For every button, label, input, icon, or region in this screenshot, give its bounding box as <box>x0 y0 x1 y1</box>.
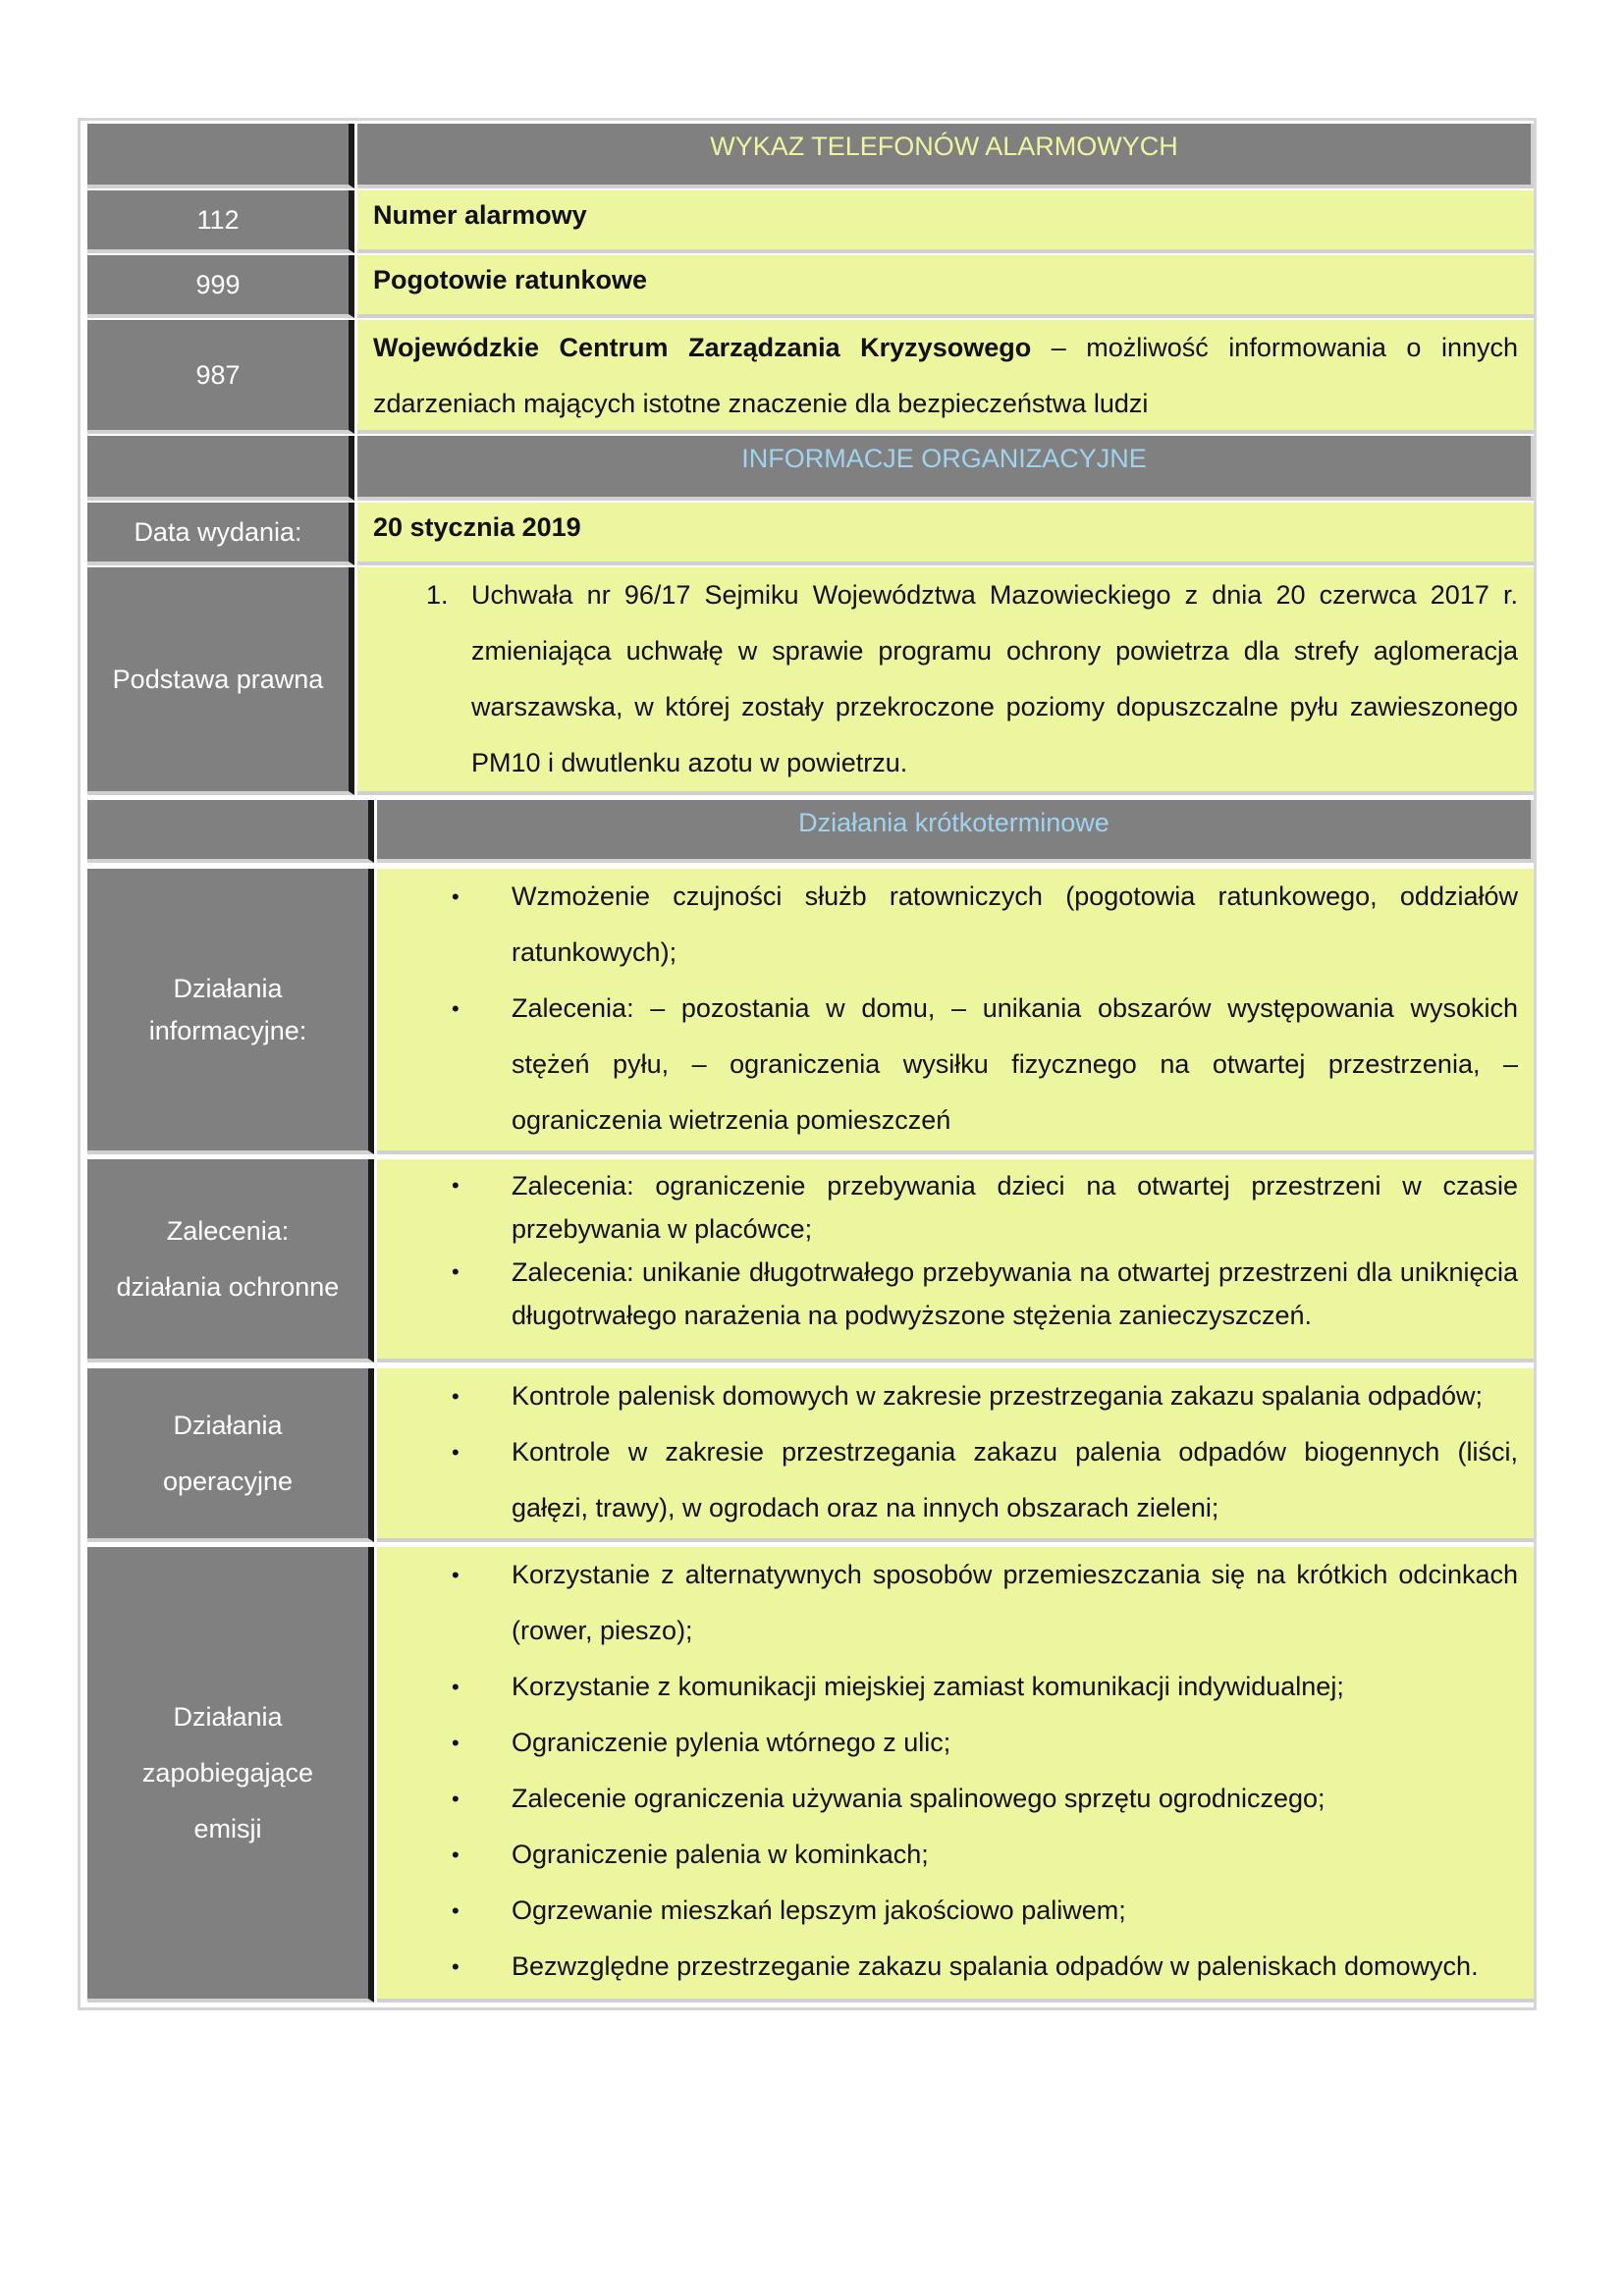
phone-name-987 <box>357 320 1534 434</box>
operational-actions-label <box>87 1368 374 1542</box>
bullet-icon: • <box>452 1173 460 1198</box>
operational-actions-content <box>377 1368 1534 1542</box>
date-value-text: 20 stycznia 2019 <box>373 512 581 542</box>
list-item <box>393 1883 1518 1939</box>
list-item <box>393 1659 1518 1715</box>
title-row-blank-cell <box>87 124 354 188</box>
list-item-text: Ogrzewanie mieszkań lepszym jakościowo paliwem; <box>512 1896 1126 1925</box>
bullet-icon: • <box>452 1563 460 1587</box>
phone-name-987-paragraph <box>373 320 1518 432</box>
actions-header-blank-cell <box>87 800 374 863</box>
legal-basis-label-text: Podstawa prawna <box>112 664 324 694</box>
list-item <box>393 1771 1518 1827</box>
preventive-actions-label <box>87 1547 374 2002</box>
label-line: emisji <box>193 1813 262 1843</box>
phone-name-rest: – możliwość informowania o innych zdarzeniach mających istotne znaczenie dla bezpieczeństwa ludzi <box>373 333 1518 418</box>
list-item <box>393 1827 1518 1883</box>
list-item-text: Ograniczenie pylenia wtórnego z ulic; <box>512 1728 951 1757</box>
list-item <box>393 1164 1518 1251</box>
phone-name-text: Pogotowie ratunkowe <box>373 265 648 294</box>
label-line: Działania <box>173 1701 283 1732</box>
phone-name-text: Numer alarmowy <box>373 200 587 230</box>
preventive-actions-content <box>377 1547 1534 2002</box>
operational-actions-list <box>393 1368 1518 1536</box>
informational-actions-content <box>377 869 1534 1154</box>
protective-actions-content <box>377 1159 1534 1362</box>
phone-number-987 <box>87 320 354 434</box>
list-item-text: Zalecenia: unikanie długotrwałego przebywania na otwartej przestrzeni dla uniknięcia długotrwałego narażenia na podwyższone stężenia zanieczyszczeń. <box>512 1257 1518 1330</box>
phone-number-text: 987 <box>195 359 241 390</box>
list-item-text: Ograniczenie palenia w kominkach; <box>512 1840 929 1869</box>
operational-actions-label-text <box>153 1398 302 1510</box>
date-label <box>87 503 354 565</box>
list-item <box>393 1251 1518 1337</box>
label-line: zapobiegające <box>141 1757 314 1788</box>
bullet-icon: • <box>452 1440 460 1465</box>
phone-name-999 <box>357 255 1534 318</box>
list-item-text: Zalecenie ograniczenia używania spalinowego sprzętu ogrodniczego; <box>512 1784 1325 1813</box>
list-item <box>393 1547 1518 1659</box>
legal-basis-label <box>87 567 354 795</box>
list-item-text: Korzystanie z komunikacji miejskiej zamiast komunikacji indywidualnej; <box>512 1672 1344 1701</box>
list-item <box>393 869 1518 981</box>
informational-actions-list <box>393 869 1518 1148</box>
bullet-icon: • <box>452 1731 460 1755</box>
bullet-icon: • <box>452 1259 460 1284</box>
list-item-text: Zalecenia: – pozostania w domu, – unikania obszarów występowania wysokich stężeń pyłu, – ograniczenia wysiłku fizycznego na otwartej przestrzenia, – ograniczenia wietrzenia pomieszczeń <box>512 993 1518 1135</box>
label-line: Działania <box>173 1410 283 1440</box>
legal-basis-list <box>373 567 1518 791</box>
list-item <box>393 1424 1518 1536</box>
phone-name-bold: Wojewódzkie Centrum Zarządzania Kryzysowego <box>373 333 1032 362</box>
preventive-actions-list <box>393 1547 1518 1995</box>
label-line: operacyjne <box>162 1466 294 1496</box>
bullet-icon: • <box>452 1787 460 1811</box>
bullet-icon: • <box>452 1898 460 1923</box>
informational-actions-label <box>87 869 374 1154</box>
list-item-text: Zalecenia: ograniczenie przebywania dzieci na otwartej przestrzeni w czasie przebywania w placówce; <box>512 1171 1518 1244</box>
bullet-icon: • <box>452 1675 460 1699</box>
list-item <box>393 1939 1518 1995</box>
protective-actions-label <box>87 1159 374 1362</box>
org-header-text: INFORMACJE ORGANIZACYJNE <box>741 444 1147 473</box>
label-line: działania ochronne <box>116 1271 340 1302</box>
legal-basis-content <box>357 567 1534 795</box>
phone-number-text: 112 <box>196 204 240 235</box>
list-item <box>393 981 1518 1148</box>
list-item <box>373 567 1518 791</box>
date-value <box>357 503 1534 565</box>
bullet-icon: • <box>452 1954 460 1979</box>
date-label-text: Data wydania: <box>134 516 302 547</box>
protective-actions-label-text <box>107 1203 350 1315</box>
phone-name-112 <box>357 190 1534 253</box>
bullet-icon: • <box>452 1384 460 1409</box>
table-title-text: WYKAZ TELEFONÓW ALARMOWYCH <box>710 132 1178 161</box>
label-line: Zalecenia: <box>166 1215 290 1246</box>
phone-number-999 <box>87 255 354 318</box>
actions-header-text: Działania krótkoterminowe <box>798 808 1109 837</box>
bullet-icon: • <box>452 996 460 1021</box>
org-header <box>357 436 1534 501</box>
preventive-actions-label-text <box>133 1689 323 1857</box>
bullet-icon: • <box>452 884 460 909</box>
list-item-text: Korzystanie z alternatywnych sposobów przemieszczania się na krótkich odcinkach (rower, pieszo); <box>512 1560 1518 1645</box>
table-title <box>357 124 1534 188</box>
phone-number-text: 999 <box>195 269 241 299</box>
org-header-blank-cell <box>87 436 354 501</box>
actions-header <box>377 800 1534 863</box>
list-item-text: Kontrole palenisk domowych w zakresie przestrzegania zakazu spalania odpadów; <box>512 1381 1484 1411</box>
list-item-text: Kontrole w zakresie przestrzegania zakazu palenia odpadów biogennych (liści, gałęzi, trawy), w ogrodach oraz na innych obszarach zieleni; <box>512 1437 1518 1522</box>
list-number: 1. <box>426 580 449 610</box>
informational-actions-label-text: Działania informacyjne: <box>148 973 307 1045</box>
phone-number-112 <box>87 190 354 253</box>
list-item <box>393 1368 1518 1424</box>
list-item <box>393 1715 1518 1771</box>
list-item-text: Bezwzględne przestrzeganie zakazu spalania odpadów w paleniskach domowych. <box>512 1951 1479 1981</box>
legal-basis-text: Uchwała nr 96/17 Sejmiku Województwa Mazowieckiego z dnia 20 czerwca 2017 r. zmieniająca uchwałę w sprawie programu ochrony powietrza dla strefy aglomeracja warszawska, w której zostały przekroczone poziomy dopuszczalne pyłu zawieszonego PM10 i dwutlenku azotu w powietrzu. <box>471 580 1518 777</box>
list-item-text: Wzmożenie czujności służb ratowniczych (pogotowia ratunkowego, oddziałów ratunkowych); <box>512 881 1518 967</box>
bullet-icon: • <box>452 1842 460 1867</box>
alarm-phones-table <box>78 118 1537 2010</box>
protective-actions-list <box>393 1164 1518 1337</box>
